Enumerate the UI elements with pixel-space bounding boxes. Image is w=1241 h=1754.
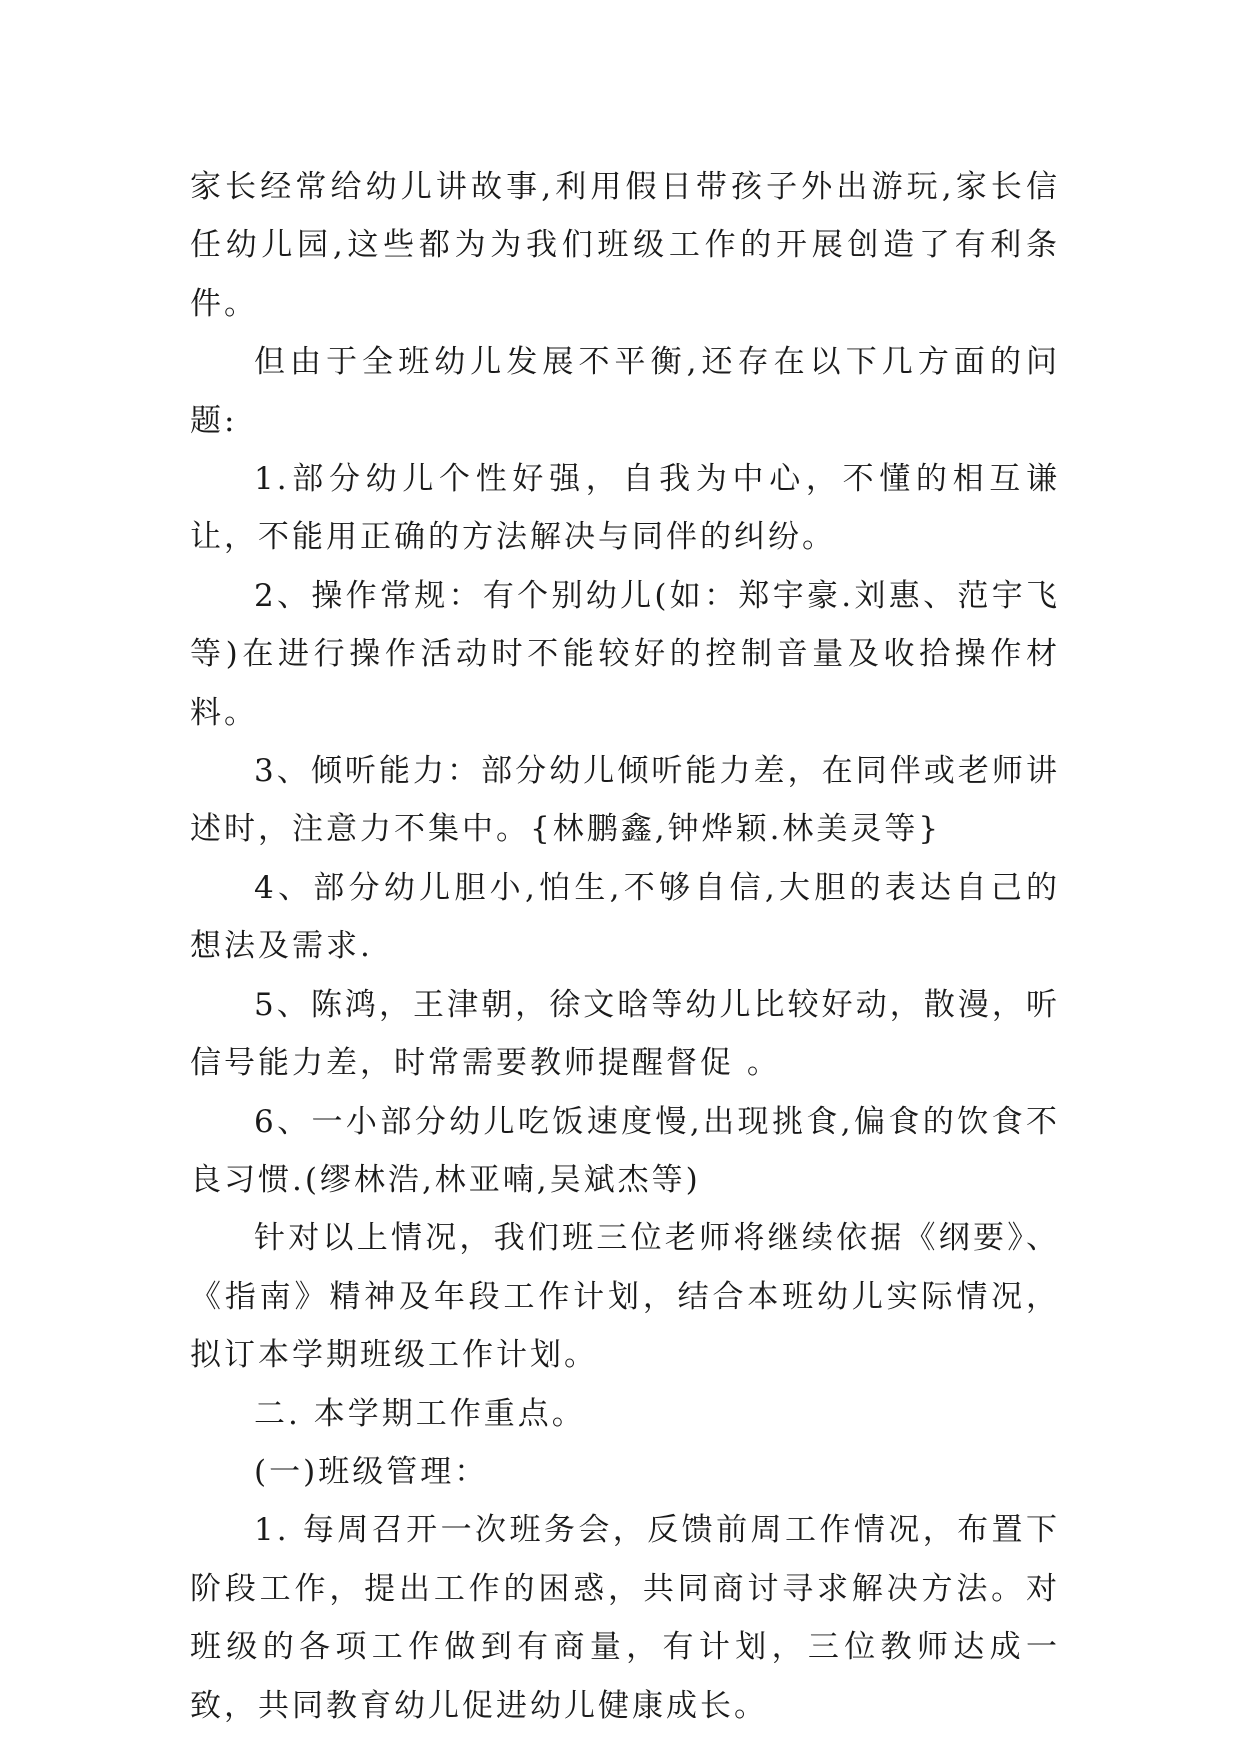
paragraph: 家长经常给幼儿讲故事,利用假日带孩子外出游玩,家长信任幼儿园,这些都为为我们班级工作的开展创造了有利条件。 — [190, 169, 1060, 322]
paragraph: 针对以上情况，我们班三位老师将继续依据《纲要》、《指南》精神及年段工作计划，结合本班幼儿实际情况，拟订本学期班级工作计划。 — [190, 1220, 1060, 1374]
subsection-heading: (一)班级管理： — [254, 1453, 489, 1490]
paragraph: 但由于全班幼儿发展不平衡,还存在以下几方面的问题: — [190, 344, 1060, 439]
paragraph: 1.部分幼儿个性好强，自我为中心，不懂的相互谦让，不能用正确的方法解决与同伴的纠纷。 — [190, 461, 1060, 556]
paragraph: 4、部分幼儿胆小,怕生,不够自信,大胆的表达自己的想法及需求. — [190, 869, 1060, 965]
paragraph: 1. 每周召开一次班务会，反馈前周工作情况，布置下阶段工作，提出工作的困惑，共同商讨寻求解决方法。对班级的各项工作做到有商量，有计划，三位教师达成一致，共同教育幼儿促进幼儿健康成长。 — [190, 1512, 1060, 1724]
paragraph: 6、一小部分幼儿吃饭速度慢,出现挑食,偏食的饮食不良习惯.(缪林浩,林亚喃,吴斌杰等) — [190, 1103, 1060, 1198]
document-body — [190, 158, 1060, 1735]
paragraph: 2、操作常规：有个别幼儿(如：郑宇豪.刘惠、范宇飞等)在进行操作活动时不能较好的控制音量及收拾操作材料。 — [190, 577, 1060, 731]
section-heading: 二. 本学期工作重点。 — [254, 1395, 586, 1432]
paragraph: 5、陈鸿，王津朝，徐文晗等幼儿比较好动，散漫，听信号能力差，时常需要教师提醒督促 。 — [190, 986, 1060, 1082]
paragraph: 3、倾听能力：部分幼儿倾听能力差，在同伴或老师讲述时，注意力不集中。{林鹏鑫,钟烨颖.林美灵等} — [190, 753, 1060, 848]
